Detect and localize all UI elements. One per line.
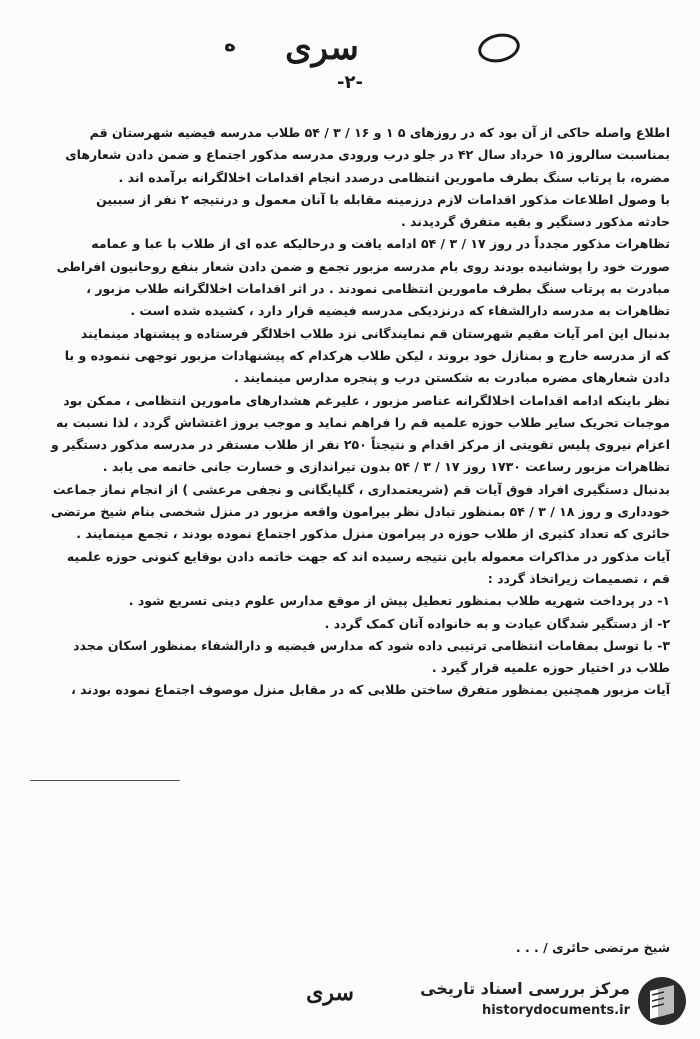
body-line: تظاهرات مزبور رساعت ۱۷۳۰ روز ۱۷ / ۳ / ۵۴ بدون تیراندازی و خسارت جانی خاتمه می یابد .: [102, 459, 670, 475]
watermark-title: مرکز بررسی اسناد تاریخی: [420, 979, 630, 998]
body-line: موجبات تحریک سایر طلاب حوزه علمیه قم را فراهم نماید و موجب بروز اغتشاش گردد ، لذا نسبت به: [56, 414, 670, 430]
body-line: تظاهرات مذکور مجدداً در روز ۱۷ / ۳ / ۵۴ ادامه یافت و درحالیکه عده ای از طلاب با عبا و عمامه: [91, 236, 670, 252]
body-line: بدنبال این امر آیات مقیم شهرستان قم نمایندگانی نزد طلاب اخلالگر فرستاده و پیشنهاد مینمایند: [80, 325, 670, 341]
body-line: مبادرت به پرتاب سنگ بطرف مامورین انتظامی نمودند . در اثر اقدامات اخلالگرانه طلاب مزبور ،: [86, 281, 670, 297]
body-line: آیات مذکور در مذاکرات معموله باین نتیجه رسیده اند که جهت خاتمه دادن بوقایع کنونی حوزه علمیه: [66, 548, 670, 564]
decision-item-3-cont: طلاب در اختیار حوزه علمیه قرار گیرد .: [431, 660, 670, 676]
body-line: بمناسبت سالروز ۱۵ خرداد سال ۴۲ در جلو درب ورودی مدرسه مذکور اجتماع و ضمن دادن شعارهای: [65, 147, 670, 163]
archive-logo-icon: [636, 975, 688, 1027]
decision-item-3: ۳- با توسل بمقامات انتظامی ترتیبی داده شود که مدارس فیضیه و دارالشفاء بمنظور اسکان مجدد: [73, 637, 670, 653]
body-line: اعزام نیروی پلیس تقویتی از مرکز اقدام و نتیجتاً ۲۵۰ نفر از طلاب مستقر در مدرسه مذکور دستگیر و: [51, 437, 670, 453]
body-line: حائری که تعداد کثیری از طلاب حوزه در پیرامون منزل مذکور اجتماع نموده بودند ، تجمع مینمایند .: [76, 526, 670, 542]
body-line: تظاهرات به مدرسه دارالشفاء که درنزدیکی مدرسه فیضیه قرار دارد ، کشیده شده است .: [130, 303, 670, 319]
body-line: دادن شعارهای مضره مبادرت به شکستن درب و پنجره مدارس مینمایند .: [234, 370, 670, 386]
header-stamp: ه: [224, 32, 236, 56]
decision-item-2: ۲- از دستگیر شدگان عیادت و به خانواده آنان کمک گردد .: [324, 615, 670, 631]
body-line: مضره، با پرتاب سنگ بطرف مامورین انتظامی درصدد انجام اقدامات اخلالگرانه برآمده اند .: [118, 169, 670, 185]
page-number: -۲-: [337, 72, 363, 93]
signature-line: شیخ مرتضی حائری / . . .: [515, 940, 670, 955]
watermark-url: historydocuments.ir: [481, 1003, 630, 1018]
archive-watermark: [420, 975, 690, 1031]
closing-line: آیات مزبور همچنین بمنظور متفرق ساختن طلابی که در مقابل منزل موصوف اجتماع نموده بودند ،: [71, 682, 670, 698]
body-line: قم ، تصمیمات زیراتخاذ گردد :: [487, 570, 670, 586]
body-line: حادثه مذکور دستگیر و بقیه متفرق گردیدند .: [400, 214, 670, 230]
body-line: اطلاع واصله حاکی از آن بود که در روزهای ۵ ۱ و ۱۶ / ۳ / ۵۴ طلاب مدرسه فیضیه شهرستان قم: [89, 125, 670, 140]
classification-title: سری: [285, 28, 359, 68]
body-line: صورت خود را پوشانیده بودند روی بام مدرسه مزبور تجمع و ضمن دادن شعار بنفع روحانیون افراطی: [56, 258, 670, 274]
decision-item-1: ۱- در پرداخت شهریه طلاب بمنظور تعطیل پیش از موقع مدارس علوم دینی تسریع شود .: [128, 593, 670, 609]
body-line: با وصول اطلاعات مذکور اقدامات لازم درزمینه مقابله با آنان معمول و درنتیجه ۲ نفر از سببین: [96, 191, 670, 207]
body-line: نظر باینکه ادامه اقدامات اخلالگرانه عناصر مزبور ، علیرغم هشدارهای مامورین انتظامی ، ممکن بود: [63, 392, 670, 408]
body-line: که از مدرسه خارج و بمنازل خود بروند ، لیکن طلاب هرکدام که پیشنهادات مزبور توجهی ننموده و با: [64, 347, 670, 363]
circle-stamp-icon: [476, 30, 523, 66]
footer-classification: سری: [306, 980, 354, 1006]
divider: [30, 780, 180, 781]
body-line: خودداری و روز ۱۸ / ۳ / ۵۴ بمنظور تبادل نظر بیرامون واقعه مزبور در منزل شخصی بنام شیخ مرتضی: [50, 504, 670, 520]
document-body: [30, 122, 670, 702]
body-line: بدنبال دستگیری افراد فوق آیات قم (شریعتمداری ، گلپایگانی و نجفی مرعشی ) از انجام نماز جماعت: [52, 481, 670, 497]
